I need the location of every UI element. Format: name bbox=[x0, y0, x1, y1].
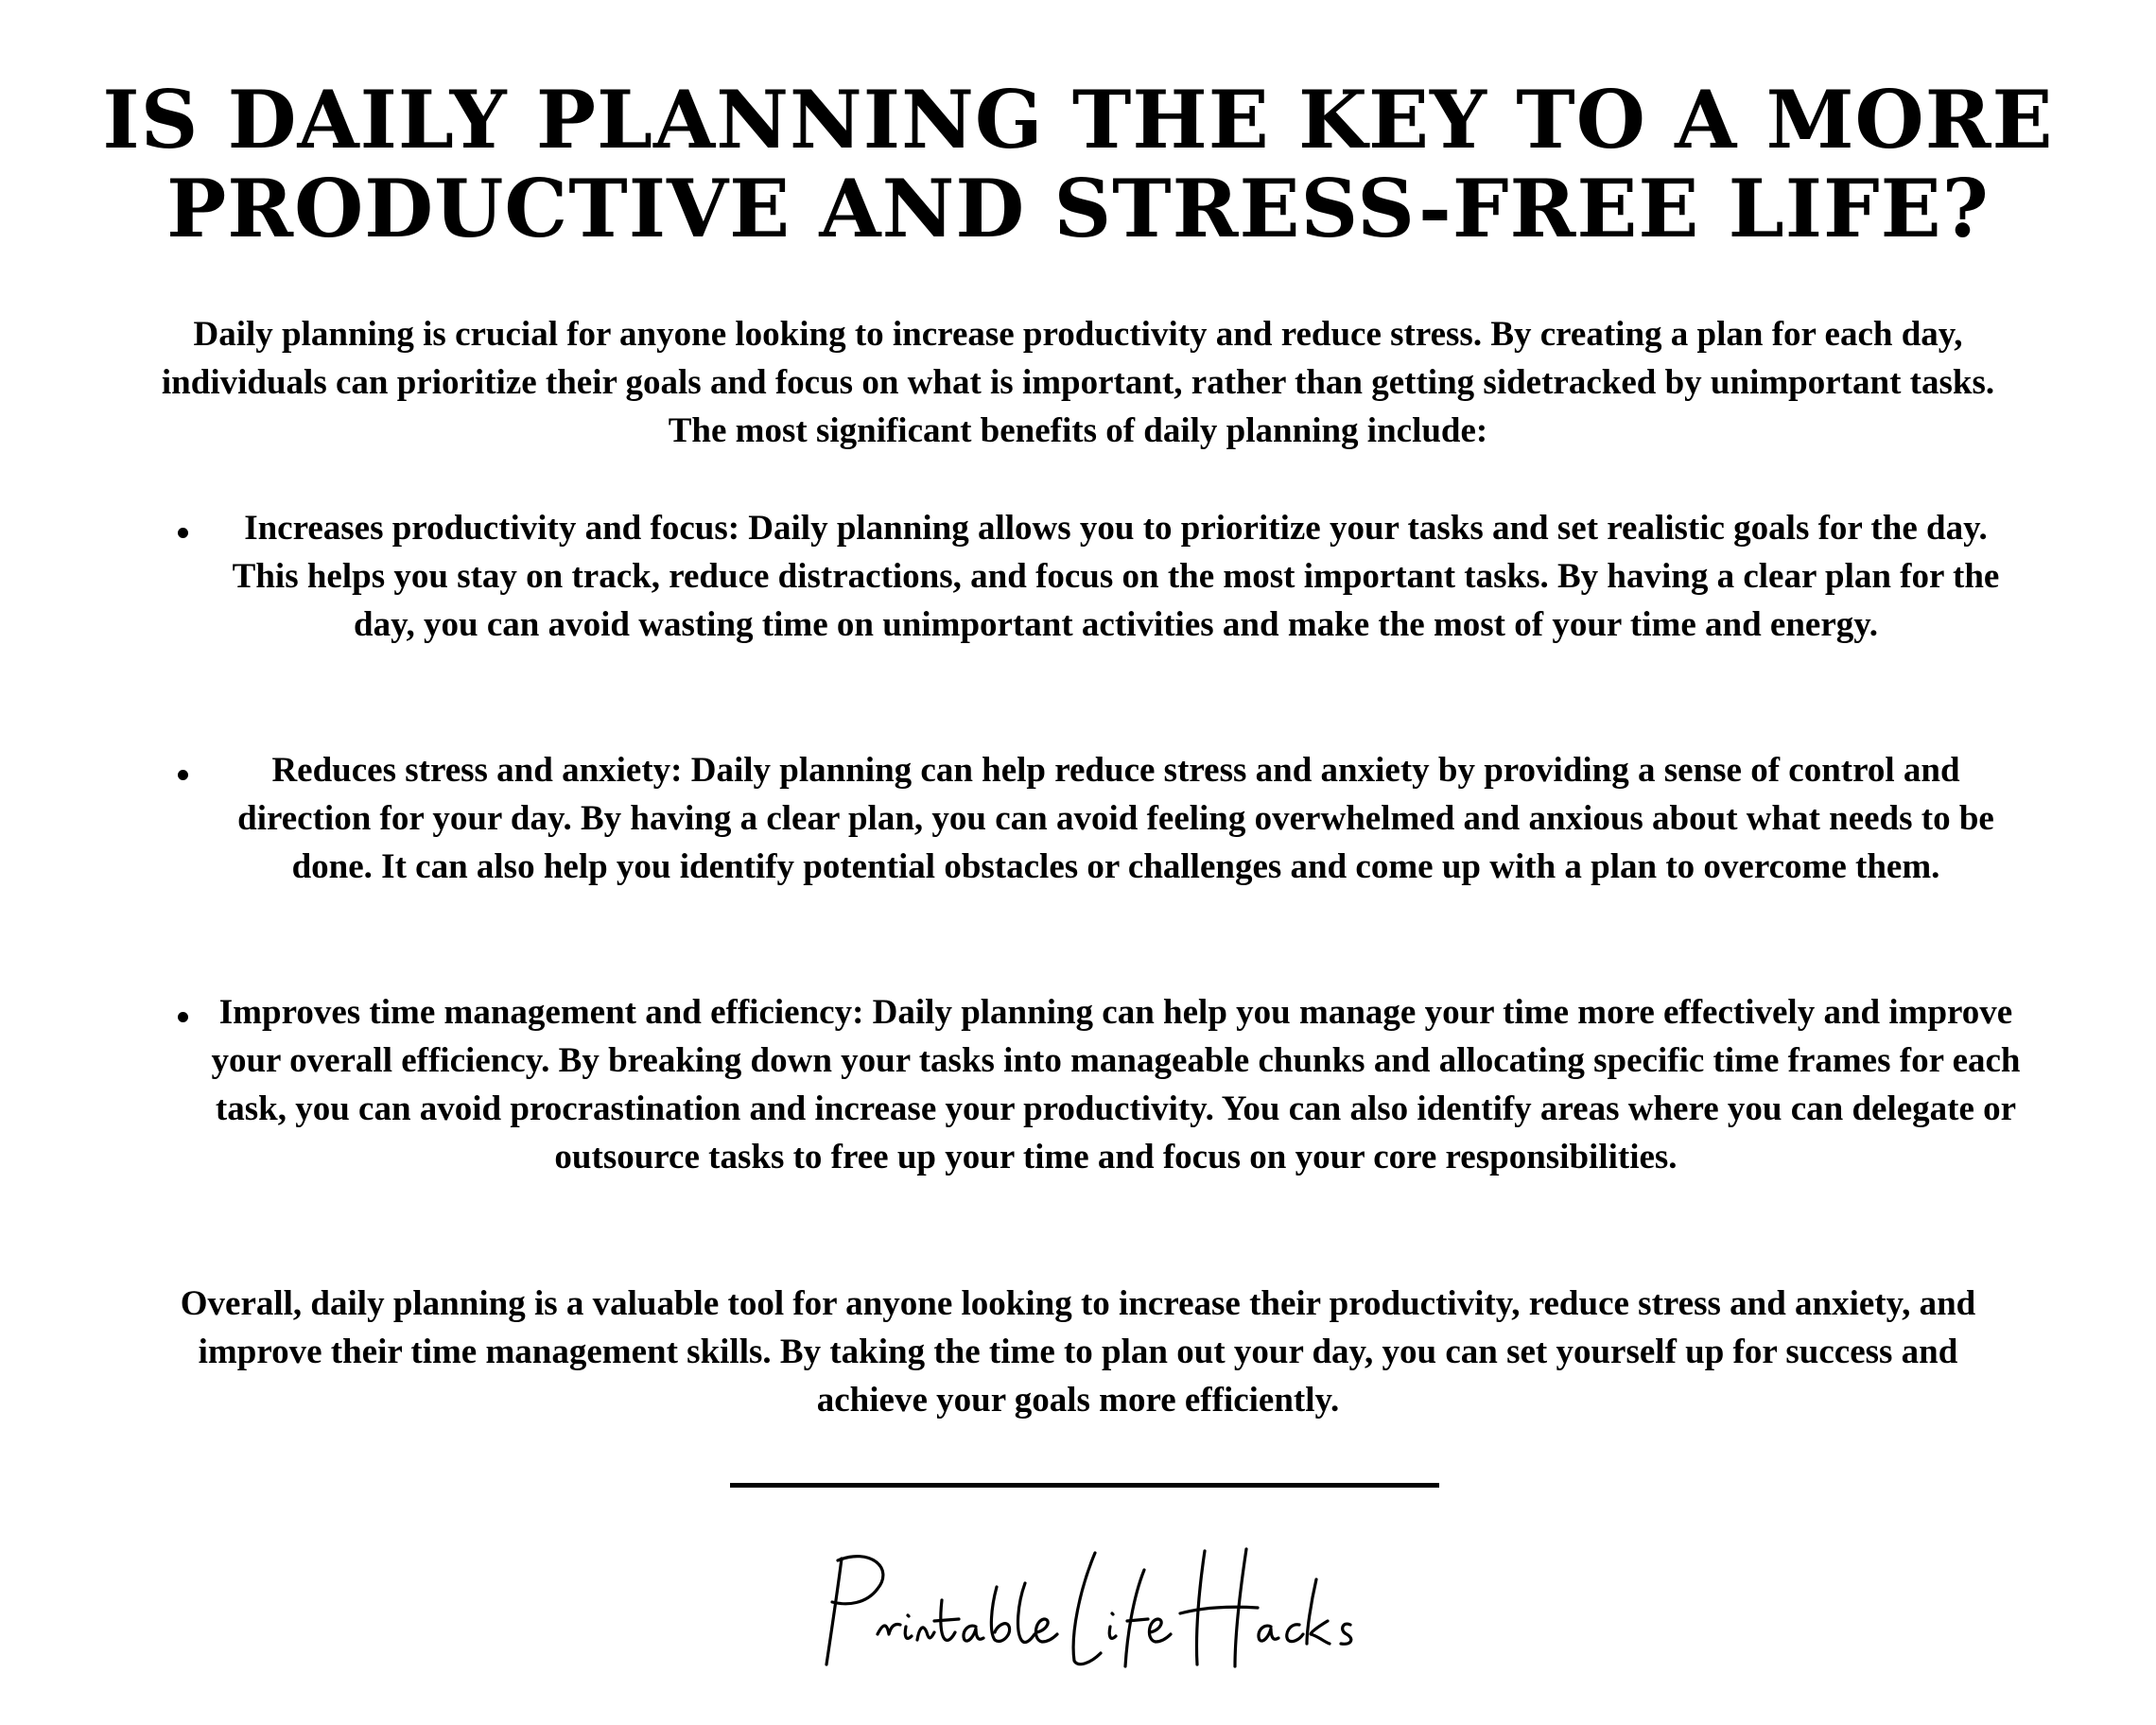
title-line-1: IS DAILY PLANNING THE KEY TO A MORE bbox=[102, 73, 2054, 166]
list-item bbox=[170, 988, 2024, 1181]
bullet-dot-icon bbox=[178, 770, 188, 780]
conclusion-paragraph: Overall, daily planning is a valuable tool for anyone looking to increase their productivity, reduce stress and anxiety, and improve their time management skills. By taking the time to plan out your day, you can set yourself up for success and achieve your goals more efficiently. bbox=[180, 1284, 1976, 1420]
list-item-text: Improves time management and efficiency: Daily planning can help you manage your time more effectively and improve your overall efficiency. By breaking down your tasks into manageable chunks and allocating specific time frames for each task, you can avoid procrastination and increase your productivity. You can also identify areas where you can delegate or outsource tasks to free up your time and focus on your core responsibilities. bbox=[211, 993, 2021, 1176]
divider-line bbox=[730, 1483, 1439, 1488]
signature-logo bbox=[700, 1542, 1456, 1674]
bullet-dot-icon bbox=[178, 1012, 188, 1022]
page-title bbox=[95, 73, 2061, 255]
title-line-2: PRODUCTIVE AND STRESS-FREE LIFE? bbox=[166, 162, 1990, 255]
list-item-text: Reduces stress and anxiety: Daily planning can help reduce stress and anxiety by providing a sense of control and direction for your day. By having a clear plan, you can avoid feeling overwhelmed and anxious about what needs to be done. It can also help you identify potential obstacles or challenges and come up with a plan to overcome them. bbox=[237, 751, 1994, 886]
bullet-dot-icon bbox=[178, 528, 188, 538]
intro-paragraph: Daily planning is crucial for anyone looking to increase productivity and reduce stress. By creating a plan for each day, individuals can prioritize their goals and focus on what is important, rather than getting sidetracked by unimportant tasks. The most significant benefits of daily planning include: bbox=[161, 315, 1995, 450]
list-item-text: Increases productivity and focus: Daily planning allows you to prioritize your tasks and set realistic goals for the day. This helps you stay on track, reduce distractions, and focus on the most important tasks. By having a clear plan for the day, you can avoid wasting time on unimportant activities and make the most of your time and energy. bbox=[232, 509, 2000, 644]
list-item bbox=[170, 504, 2024, 649]
list-item bbox=[170, 746, 2024, 891]
